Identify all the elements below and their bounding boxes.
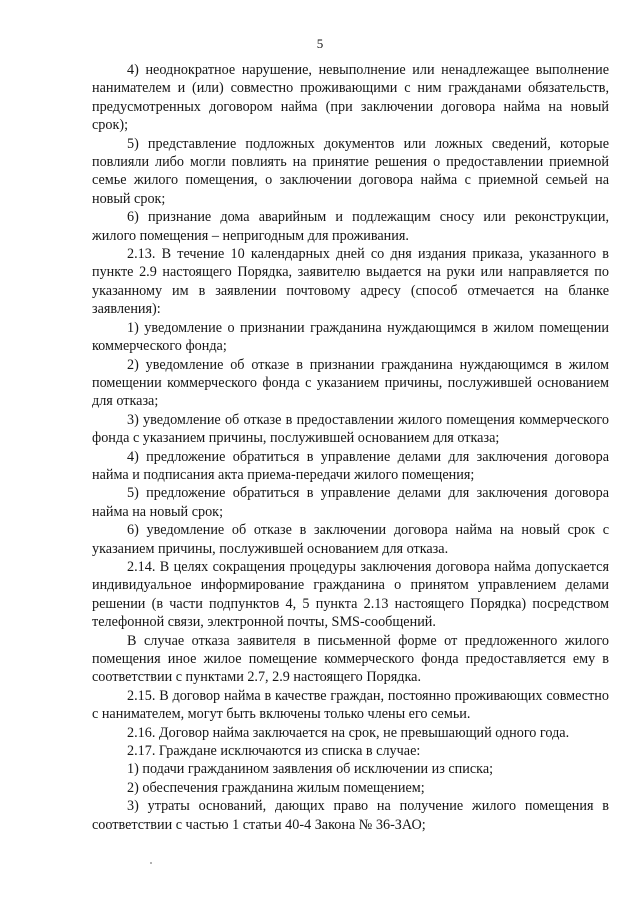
document-body [92, 61, 609, 834]
paragraph: 5) представление подложных документов или ложных сведений, которые повлияли либо могли повлиять на принятие решения о предоставлении приемной семье жилого помещения, о заключении договора найма с приемной семьей на новый срок; [92, 135, 609, 207]
paragraph: 1) уведомление о признании гражданина нуждающимся в жилом помещении коммерческого фонда; [92, 319, 609, 355]
paragraph: 6) уведомление об отказе в заключении договора найма на новый срок с указанием причины, послужившей основанием для отказа. [92, 522, 609, 557]
paragraph: В случае отказа заявителя в письменной форме от предложенного жилого помещения иное жилое помещение коммерческого фонда предоставляется ему в соответствии с пунктами 2.7, 2.9 настоящего Порядка. [92, 632, 609, 686]
paragraph: 2.16. Договор найма заключается на срок, не превышающий одного года. [127, 724, 570, 741]
paragraph: 2) обеспечения гражданина жилым помещением; [127, 779, 425, 796]
paragraph: 5) предложение обратиться в управление делами для заключения договора найма на новый срок; [92, 485, 609, 520]
paragraph: 2.14. В целях сокращения процедуры заключения договора найма допускается индивидуальное информирование гражданина о принятом управлением делами решении (в части подпунктов 4, 5 пункта 2.13 настоящего Порядка) посредством телефонной связи, электронной почты, SMS-сообщений. [92, 558, 609, 631]
paragraph: 2.15. В договор найма в качестве граждан, постоянно проживающих совместно с нанимателем, могут быть включены только члены его семьи. [92, 687, 609, 723]
page-number: 5 [316, 36, 324, 51]
paragraph: 4) предложение обратиться в управление делами для заключения договора найма и подписания акта приема-передачи жилого помещения; [92, 448, 609, 483]
paragraph: 2.17. Граждане исключаются из списка в случае: [127, 743, 421, 760]
paragraph: 4) неоднократное нарушение, невыполнение или ненадлежащее выполнение нанимателем и (или) совместно проживающими с ним гражданами обязательств, предусмотренных договором найма (при заключении договора найма на новый срок); [92, 62, 609, 134]
paragraph: 6) признание дома аварийным и подлежащим сносу или реконструкции, жилого помещения – непригодным для проживания. [92, 209, 609, 244]
scan-speck [150, 862, 152, 864]
paragraph: 1) подачи гражданином заявления об исключении из списка; [127, 761, 494, 778]
paragraph: 3) уведомление об отказе в предоставлении жилого помещения коммерческого фонда с указанием причины, послужившей основанием для отказа; [92, 411, 609, 447]
paragraph: 2) уведомление об отказе в признании гражданина нуждающимся в жилом помещении коммерческого фонда с указанием причины, послужившей основанием для отказа; [92, 356, 609, 410]
paragraph: 2.13. В течение 10 календарных дней со дня издания приказа, указанного в пункте 2.9 настоящего Порядка, заявителю выдается на руки или направляется по указанному им в заявлении почтовому адресу (способ отмечается на бланке заявления): [92, 246, 609, 318]
paragraph: 3) утраты оснований, дающих право на получение жилого помещения в соответствии с частью 1 статьи 40-4 Закона № 36-ЗАО; [92, 798, 609, 833]
